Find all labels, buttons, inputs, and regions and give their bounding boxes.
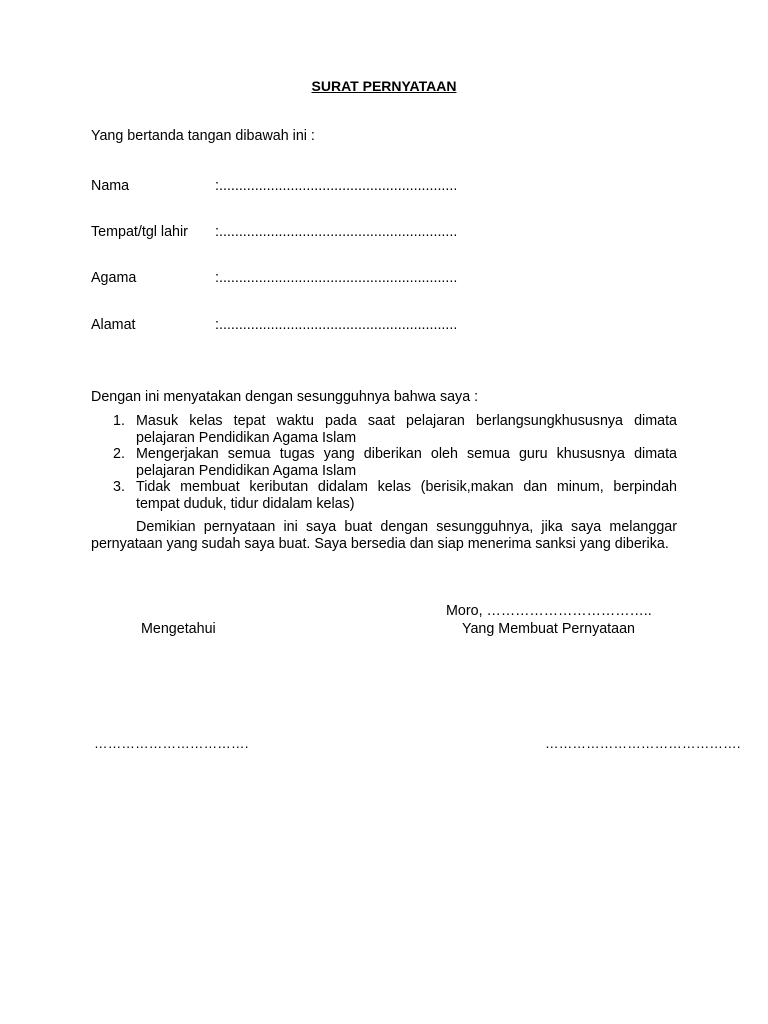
list-item-number: 2. — [113, 446, 125, 462]
field-label-alamat: Alamat — [91, 317, 136, 333]
statement-intro: Dengan ini menyatakan dengan sesungguhnya bahwa saya : — [91, 389, 479, 405]
field-label-tempat-tgl-lahir: Tempat/tgl lahir — [91, 224, 188, 240]
field-label-agama: Agama — [91, 270, 137, 286]
statement-list — [91, 413, 677, 512]
field-value-tempat-tgl-lahir: :............................................................ — [215, 224, 458, 240]
left-signer-label: Mengetahui — [141, 621, 216, 637]
right-signer-label: Yang Membuat Pernyataan — [462, 621, 635, 637]
list-item-text: Tidak membuat keributan didalam kelas (berisik,makan dan minum, berpindah tempat duduk, tidur didalam kelas) — [136, 479, 677, 512]
list-item-number: 1. — [113, 413, 125, 429]
list-item — [91, 446, 677, 479]
field-value-agama: :............................................................ — [215, 270, 458, 286]
list-item-text: Masuk kelas tepat waktu pada saat pelajaran berlangsungkhususnya dimata pelajaran Pendidikan Agama Islam — [136, 413, 677, 446]
field-value-nama: :............................................................ — [215, 178, 458, 194]
list-item — [91, 479, 677, 512]
place-date: Moro, …………………………….. — [446, 603, 652, 619]
list-item-number: 3. — [113, 479, 125, 495]
field-label-nama: Nama — [91, 178, 130, 194]
left-signature-line: ……………………………. — [94, 736, 249, 751]
field-value-alamat: :............................................................ — [215, 317, 458, 333]
intro-text: Yang bertanda tangan dibawah ini : — [91, 128, 315, 144]
right-signature-line: ……………………………………. — [545, 736, 741, 751]
list-item-text: Mengerjakan semua tugas yang diberikan oleh semua guru khususnya dimata pelajaran Pendidikan Agama Islam — [136, 446, 677, 479]
closing-paragraph: Demikian pernyataan ini saya buat dengan sesungguhnya, jika saya melanggar pernyataan yang sudah saya buat. Saya bersedia dan siap menerima sanksi yang diberika. — [91, 519, 677, 552]
document-title: SURAT PERNYATAAN — [311, 78, 457, 94]
list-item — [91, 413, 677, 446]
